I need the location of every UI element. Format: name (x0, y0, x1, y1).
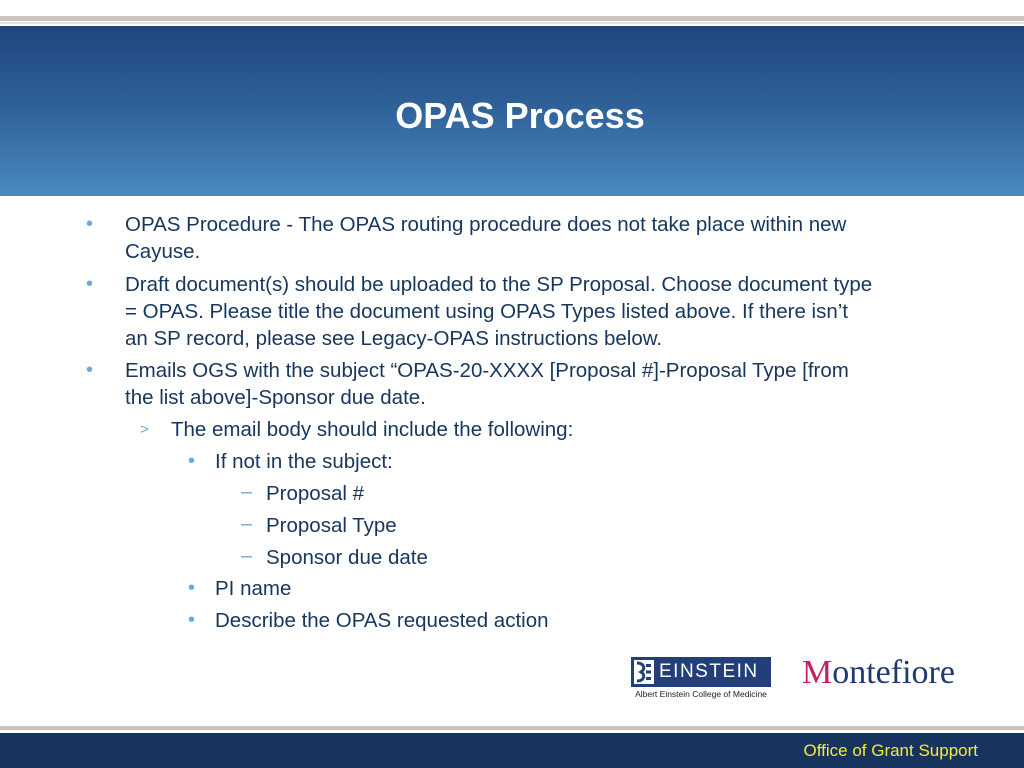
dash-bullet-icon: – (241, 481, 253, 503)
einstein-logo-box (631, 657, 771, 687)
bullet-2-line-3: an SP record, please see Legacy-OPAS instructions below. (125, 327, 663, 350)
bullet-3-line-2: the list above]-Sponsor due date. (125, 386, 426, 409)
bullet-dot-icon: • (86, 359, 94, 381)
level4-proposal-type: Proposal Type (266, 514, 397, 537)
bullet-1-line-1: OPAS Procedure - The OPAS routing procedure does not take place within new (125, 213, 847, 236)
footer-text: Office of Grant Support (803, 741, 978, 760)
bullet-2-line-1: Draft document(s) should be uploaded to the SP Proposal. Choose document type (125, 273, 873, 296)
bullet-3-line-1: Emails OGS with the subject “OPAS-20-XXXX [Proposal #]-Proposal Type [from (125, 359, 849, 382)
montefiore-logo-text: ontefiore (832, 654, 955, 691)
bullet-2-line-2: = OPAS. Please title the document using OPAS Types listed above. If there isn’t (125, 300, 849, 323)
slide-title: OPAS Process (395, 95, 645, 136)
bullet-dot-icon: • (188, 609, 196, 631)
sub-bullet-email-body: The email body should include the following: (171, 418, 574, 441)
level4-proposal-number: Proposal # (266, 482, 365, 505)
level3-describe-action: Describe the OPAS requested action (215, 609, 549, 632)
dash-bullet-icon: – (241, 513, 253, 535)
montefiore-logo (802, 651, 955, 695)
bullet-dot-icon: • (188, 450, 196, 472)
einstein-emblem-icon (634, 660, 654, 684)
montefiore-logo-m: M (802, 654, 833, 691)
bullet-1-line-2: Cayuse. (125, 240, 201, 263)
bullet-dot-icon: • (86, 213, 94, 235)
bottom-divider (0, 726, 1024, 730)
einstein-logo-text: EINSTEIN (659, 661, 759, 682)
level3-if-not-subject: If not in the subject: (215, 450, 393, 473)
dash-bullet-icon: – (241, 545, 253, 567)
level3-pi-name: PI name (215, 577, 292, 600)
footer-bar (0, 733, 1024, 768)
arrow-bullet-icon: > (140, 421, 149, 438)
bullet-dot-icon: • (188, 577, 196, 599)
einstein-logo (631, 657, 771, 701)
einstein-logo-subtitle: Albert Einstein College of Medicine (635, 689, 767, 699)
level4-sponsor-due-date: Sponsor due date (266, 546, 428, 569)
bullet-dot-icon: • (86, 273, 94, 295)
